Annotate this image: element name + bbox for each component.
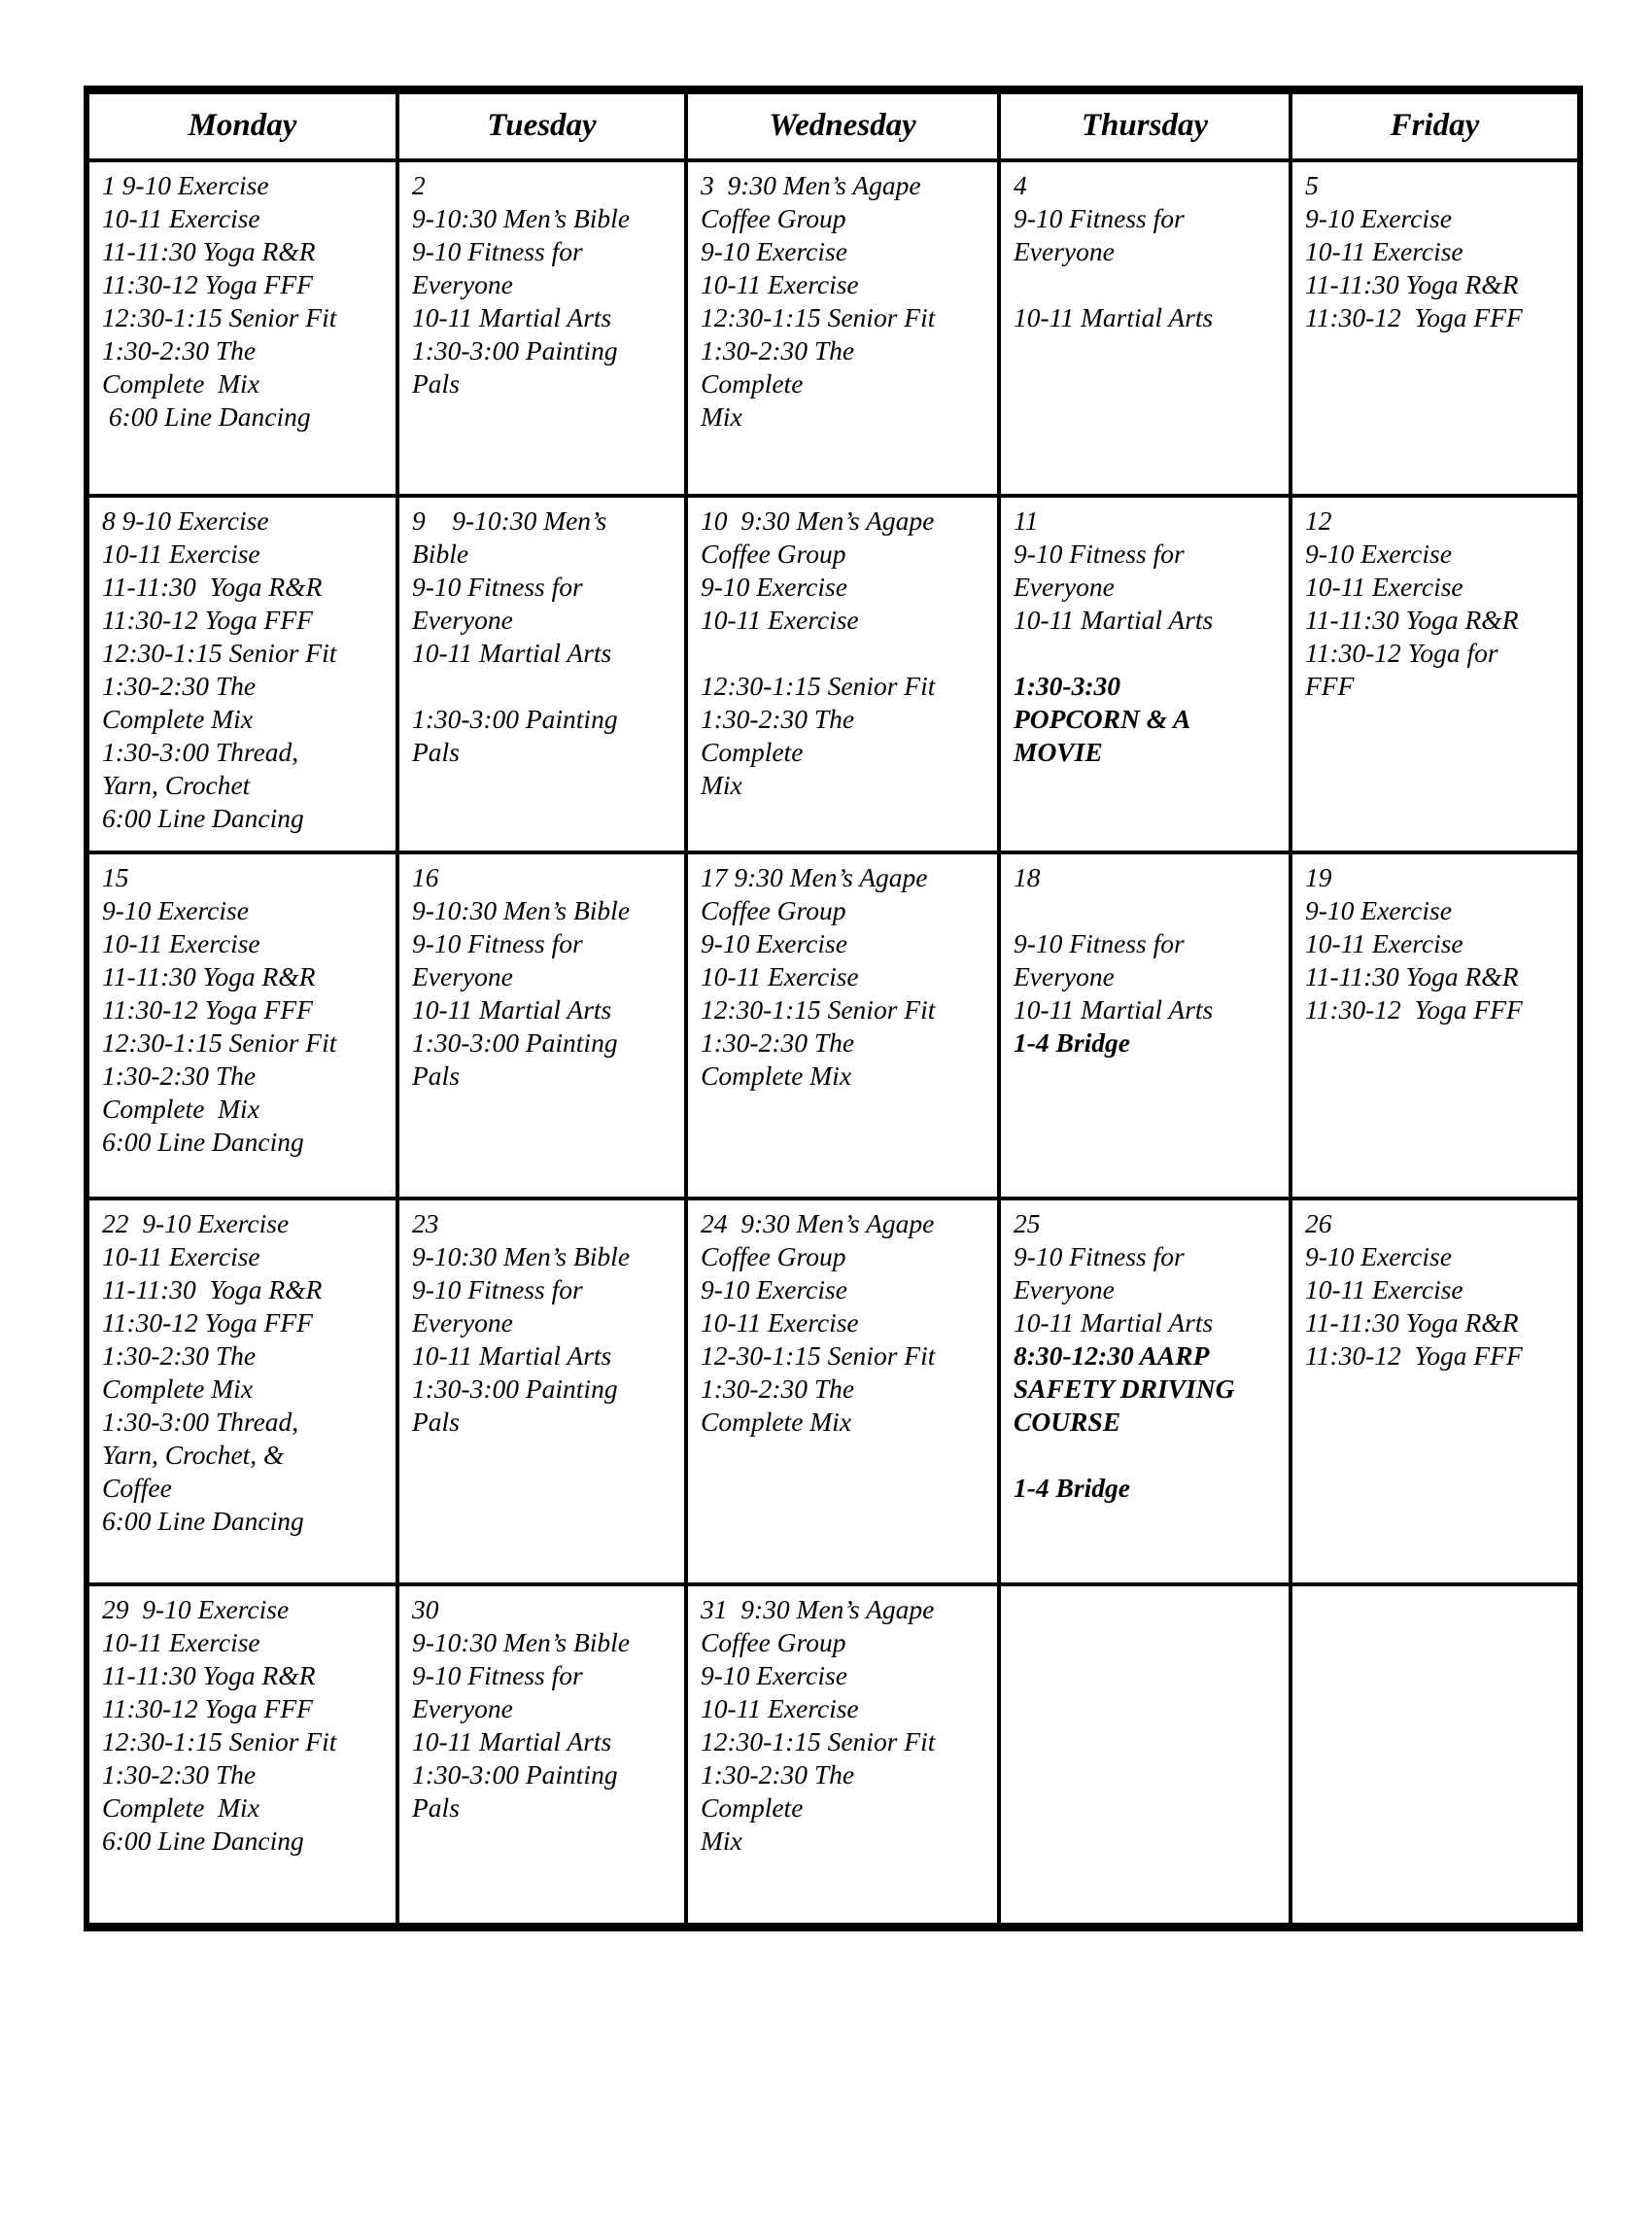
event-line bbox=[412, 670, 676, 703]
cell-week4-friday bbox=[1291, 1199, 1580, 1584]
weekday-header-friday: Friday bbox=[1291, 90, 1580, 160]
event-line bbox=[701, 637, 989, 670]
event-line: 10-11 Exercise bbox=[102, 538, 260, 569]
event-line: 9-10:30 Men’s Bible bbox=[412, 1626, 631, 1657]
event-line: 11-11:30 Yoga R&R bbox=[1305, 1306, 1519, 1338]
event-line: 1:30-3:00 Painting bbox=[412, 1026, 618, 1058]
weekday-header-monday: Monday bbox=[86, 90, 397, 160]
event-line: 11:30-12 Yoga FFF bbox=[102, 268, 313, 299]
event-line: 9-10 Exercise bbox=[1305, 538, 1452, 569]
event-line: Pals bbox=[412, 736, 460, 767]
event-line: 6:00 Line Dancing bbox=[102, 400, 311, 432]
event-line: 9 9-10:30 Men’s bbox=[412, 504, 607, 536]
event-line: 29 9-10 Exercise bbox=[102, 1593, 290, 1624]
event-line: Coffee bbox=[102, 1472, 172, 1503]
event-line: Everyone bbox=[412, 604, 513, 635]
event-line: 10-11 Martial Arts bbox=[412, 301, 612, 332]
event-line: 1:30-2:30 The bbox=[102, 1060, 257, 1091]
cell-week4-tuesday bbox=[397, 1199, 686, 1584]
event-line: 1:30-3:00 Thread, bbox=[102, 736, 299, 767]
event-line: 23 bbox=[412, 1207, 439, 1238]
event-line: 10 9:30 Men’s Agape bbox=[701, 504, 935, 536]
event-line: 11-11:30 Yoga R&R bbox=[102, 235, 316, 266]
event-line: Bible bbox=[412, 538, 469, 569]
event-line: 9-10 Exercise bbox=[701, 571, 847, 602]
cell-week1-monday bbox=[86, 160, 397, 496]
event-line: 1:30-2:30 The bbox=[701, 1026, 855, 1058]
event-line: Complete bbox=[701, 1791, 804, 1823]
event-line: 1:30-3:00 Painting bbox=[412, 1758, 618, 1790]
event-line: 11-11:30 Yoga R&R bbox=[102, 1659, 316, 1690]
event-line: 9-10 Exercise bbox=[701, 1659, 847, 1690]
event-line: 3 9:30 Men’s Agape bbox=[701, 169, 921, 200]
event-line: SAFETY DRIVING bbox=[1014, 1373, 1235, 1404]
weekday-header-tuesday: Tuesday bbox=[397, 90, 686, 160]
event-line: 9-10:30 Men’s Bible bbox=[412, 1240, 631, 1271]
event-line: 11:30-12 Yoga FFF bbox=[1305, 301, 1523, 332]
event-line: 15 bbox=[102, 861, 129, 892]
weekday-header-thursday: Thursday bbox=[999, 90, 1291, 160]
event-line: 17 9:30 Men’s Agape bbox=[701, 861, 928, 892]
event-line: Everyone bbox=[412, 1306, 513, 1338]
event-line: Pals bbox=[412, 1791, 460, 1823]
event-line: 26 bbox=[1305, 1207, 1332, 1238]
event-line: 1:30-2:30 The bbox=[102, 670, 257, 701]
event-line: 9-10 Fitness for bbox=[412, 571, 583, 602]
event-line: 9-10 Fitness for bbox=[412, 235, 583, 266]
event-line: 11:30-12 Yoga FFF bbox=[102, 1306, 313, 1338]
event-line: 1:30-2:30 The bbox=[102, 334, 257, 365]
event-line bbox=[1014, 1439, 1281, 1472]
cell-week2-friday bbox=[1291, 496, 1580, 852]
cell-week2-thursday bbox=[999, 496, 1291, 852]
event-line: 9-10 Exercise bbox=[1305, 202, 1452, 233]
event-line: 6:00 Line Dancing bbox=[102, 1126, 304, 1157]
event-line: 12:30-1:15 Senior Fit bbox=[701, 1725, 936, 1756]
cell-week3-tuesday bbox=[397, 852, 686, 1199]
event-line: 1-4 Bridge bbox=[1014, 1472, 1130, 1503]
event-line: 12-30-1:15 Senior Fit bbox=[701, 1339, 936, 1371]
week-2-row bbox=[86, 496, 1580, 852]
event-line: 1-4 Bridge bbox=[1014, 1026, 1130, 1058]
event-line: 11-11:30 Yoga R&R bbox=[1305, 268, 1519, 299]
event-line: 9-10 Exercise bbox=[701, 235, 847, 266]
event-line: 12:30-1:15 Senior Fit bbox=[701, 993, 936, 1025]
event-line: 11 bbox=[1014, 504, 1039, 536]
event-line: 1 9-10 Exercise bbox=[102, 169, 269, 200]
event-line: Complete Mix bbox=[102, 1373, 254, 1404]
activity-calendar bbox=[84, 86, 1583, 1931]
event-line: 9-10 Exercise bbox=[1305, 894, 1452, 925]
event-line: 9-10 Fitness for bbox=[412, 1273, 583, 1304]
cell-week4-wednesday bbox=[686, 1199, 999, 1584]
event-line: Yarn, Crochet bbox=[102, 769, 251, 800]
event-line: 12:30-1:15 Senior Fit bbox=[701, 670, 936, 701]
event-line: Complete bbox=[701, 736, 804, 767]
event-line: 11-11:30 Yoga R&R bbox=[1305, 604, 1519, 635]
event-line: 11-11:30 Yoga R&R bbox=[1305, 960, 1519, 991]
event-line: Pals bbox=[412, 1406, 460, 1437]
event-line: 1:30-3:00 Painting bbox=[412, 334, 618, 365]
cell-week5-wednesday bbox=[686, 1584, 999, 1928]
event-line: 10-11 Exercise bbox=[1305, 235, 1463, 266]
event-line: Everyone bbox=[412, 268, 513, 299]
event-line: 1:30-2:30 The bbox=[701, 703, 855, 734]
event-line: 10-11 Exercise bbox=[102, 1626, 260, 1657]
event-line: 10-11 Exercise bbox=[102, 202, 260, 233]
week-3-row bbox=[86, 852, 1580, 1199]
event-line: 12:30-1:15 Senior Fit bbox=[102, 1026, 337, 1058]
event-line: 1:30-2:30 The bbox=[701, 1373, 855, 1404]
event-line: Complete Mix bbox=[102, 1791, 259, 1823]
event-line: 6:00 Line Dancing bbox=[102, 1824, 304, 1856]
event-line: 10-11 Exercise bbox=[102, 927, 260, 958]
event-line: 4 bbox=[1014, 169, 1027, 200]
event-line: 1:30-2:30 The bbox=[102, 1339, 257, 1371]
cell-week3-thursday bbox=[999, 852, 1291, 1199]
event-line: 9-10 Exercise bbox=[701, 927, 847, 958]
event-line: 10-11 Exercise bbox=[1305, 1273, 1463, 1304]
event-line: 11:30-12 Yoga FFF bbox=[102, 1692, 313, 1723]
event-line: 18 bbox=[1014, 861, 1041, 892]
event-line: 6:00 Line Dancing bbox=[102, 802, 304, 833]
event-line: 22 9-10 Exercise bbox=[102, 1207, 290, 1238]
event-line: 8:30-12:30 AARP bbox=[1014, 1339, 1210, 1371]
week-5-row bbox=[86, 1584, 1580, 1928]
event-line: 10-11 Martial Arts bbox=[1014, 993, 1214, 1025]
event-line: 10-11 Exercise bbox=[1305, 571, 1463, 602]
event-line bbox=[1014, 268, 1281, 301]
cell-week2-tuesday bbox=[397, 496, 686, 852]
event-line: Yarn, Crochet, & bbox=[102, 1439, 285, 1470]
event-line: Everyone bbox=[1014, 1273, 1115, 1304]
cell-week1-friday bbox=[1291, 160, 1580, 496]
event-line: Coffee Group bbox=[701, 202, 846, 233]
event-line: 10-11 Martial Arts bbox=[1014, 301, 1214, 332]
event-line: Complete Mix bbox=[701, 1406, 852, 1437]
event-line: Complete Mix bbox=[102, 703, 254, 734]
event-line: 10-11 Exercise bbox=[1305, 927, 1463, 958]
event-line: Coffee Group bbox=[701, 1240, 846, 1271]
event-line: 10-11 Exercise bbox=[701, 604, 859, 635]
event-line: 9-10 Exercise bbox=[102, 894, 249, 925]
event-line: Complete bbox=[701, 367, 804, 399]
event-line: 1:30-3:00 Thread, bbox=[102, 1406, 299, 1437]
cell-week3-friday bbox=[1291, 852, 1580, 1199]
event-line: 12:30-1:15 Senior Fit bbox=[102, 1725, 337, 1756]
event-line: POPCORN & A bbox=[1014, 703, 1191, 734]
cell-week5-tuesday bbox=[397, 1584, 686, 1928]
event-line: 6:00 Line Dancing bbox=[102, 1505, 304, 1536]
event-line: 12:30-1:15 Senior Fit bbox=[102, 301, 337, 332]
event-line: 10-11 Exercise bbox=[701, 1692, 859, 1723]
cell-week4-thursday bbox=[999, 1199, 1291, 1584]
event-line: Coffee Group bbox=[701, 538, 846, 569]
event-line: 9-10 Fitness for bbox=[412, 927, 583, 958]
cell-week4-monday bbox=[86, 1199, 397, 1584]
event-line: 11-11:30 Yoga R&R bbox=[102, 571, 323, 602]
event-line: MOVIE bbox=[1014, 736, 1103, 767]
event-line bbox=[1014, 637, 1281, 670]
event-line: COURSE bbox=[1014, 1406, 1121, 1437]
event-line: 1:30-3:30 bbox=[1014, 670, 1120, 701]
event-line: 10-11 Martial Arts bbox=[1014, 604, 1214, 635]
event-line: Complete Mix bbox=[102, 1093, 259, 1124]
event-line: Everyone bbox=[1014, 960, 1115, 991]
event-line: 5 bbox=[1305, 169, 1319, 200]
event-line: Complete Mix bbox=[701, 1060, 852, 1091]
event-line: Mix bbox=[701, 1824, 742, 1856]
event-line: FFF bbox=[1305, 670, 1355, 701]
event-line: 1:30-3:00 Painting bbox=[412, 1373, 618, 1404]
event-line: 11:30-12 Yoga FFF bbox=[1305, 993, 1523, 1025]
event-line: 31 9:30 Men’s Agape bbox=[701, 1593, 935, 1624]
event-line: 9-10 Exercise bbox=[701, 1273, 847, 1304]
event-line: 9-10:30 Men’s Bible bbox=[412, 894, 631, 925]
event-line: Everyone bbox=[412, 960, 513, 991]
week-4-row bbox=[86, 1199, 1580, 1584]
event-line: Coffee Group bbox=[701, 894, 846, 925]
cell-week5-thursday bbox=[999, 1584, 1291, 1928]
event-line: 24 9:30 Men’s Agape bbox=[701, 1207, 935, 1238]
event-line: 11:30-12 Yoga FFF bbox=[102, 604, 313, 635]
event-line: Mix bbox=[701, 400, 742, 432]
event-line: 11:30-12 Yoga FFF bbox=[1305, 1339, 1523, 1371]
weekday-header-row bbox=[86, 90, 1580, 160]
event-line: 25 bbox=[1014, 1207, 1041, 1238]
calendar-body bbox=[86, 160, 1580, 1928]
event-line: 9-10 Fitness for bbox=[1014, 202, 1185, 233]
cell-week5-monday bbox=[86, 1584, 397, 1928]
cell-week5-friday bbox=[1291, 1584, 1580, 1928]
event-line: 1:30-2:30 The bbox=[701, 1758, 855, 1790]
event-line: Everyone bbox=[1014, 571, 1115, 602]
event-line: 10-11 Martial Arts bbox=[412, 637, 612, 668]
event-line: 10-11 Exercise bbox=[701, 960, 859, 991]
event-line: 11-11:30 Yoga R&R bbox=[102, 1273, 323, 1304]
event-line: 10-11 Martial Arts bbox=[412, 1339, 612, 1371]
cell-week1-wednesday bbox=[686, 160, 999, 496]
event-line: 9-10 Fitness for bbox=[1014, 1240, 1185, 1271]
event-line: 12:30-1:15 Senior Fit bbox=[701, 301, 936, 332]
event-line: 19 bbox=[1305, 861, 1332, 892]
event-line: 16 bbox=[412, 861, 439, 892]
event-line: 11:30-12 Yoga for bbox=[1305, 637, 1498, 668]
event-line: Coffee Group bbox=[701, 1626, 846, 1657]
event-line: 8 9-10 Exercise bbox=[102, 504, 269, 536]
event-line: 1:30-3:00 Painting bbox=[412, 703, 618, 734]
event-line: Mix bbox=[701, 769, 742, 800]
event-line: 12:30-1:15 Senior Fit bbox=[102, 637, 337, 668]
event-line: 10-11 Exercise bbox=[701, 1306, 859, 1338]
event-line: Pals bbox=[412, 1060, 460, 1091]
event-line: 9-10 Fitness for bbox=[412, 1659, 583, 1690]
event-line: 10-11 Martial Arts bbox=[412, 993, 612, 1025]
event-line: 11-11:30 Yoga R&R bbox=[102, 960, 316, 991]
event-line: Everyone bbox=[1014, 235, 1115, 266]
event-line: 2 bbox=[412, 169, 426, 200]
event-line: 10-11 Exercise bbox=[701, 268, 859, 299]
event-line: 10-11 Martial Arts bbox=[1014, 1306, 1214, 1338]
week-1-row bbox=[86, 160, 1580, 496]
event-line: 10-11 Martial Arts bbox=[412, 1725, 612, 1756]
event-line: Complete Mix bbox=[102, 367, 259, 399]
cell-week3-monday bbox=[86, 852, 397, 1199]
event-line: 9-10 Fitness for bbox=[1014, 538, 1185, 569]
event-line: 9-10:30 Men’s Bible bbox=[412, 202, 631, 233]
cell-week1-thursday bbox=[999, 160, 1291, 496]
weekday-header-wednesday: Wednesday bbox=[686, 90, 999, 160]
cell-week2-monday bbox=[86, 496, 397, 852]
event-line: 1:30-2:30 The bbox=[701, 334, 855, 365]
event-line: 9-10 Fitness for bbox=[1014, 927, 1185, 958]
event-line: Pals bbox=[412, 367, 460, 399]
cell-week3-wednesday bbox=[686, 852, 999, 1199]
event-line: Everyone bbox=[412, 1692, 513, 1723]
event-line: 1:30-2:30 The bbox=[102, 1758, 257, 1790]
event-line: 10-11 Exercise bbox=[102, 1240, 260, 1271]
cell-week1-tuesday bbox=[397, 160, 686, 496]
event-line bbox=[1014, 894, 1281, 927]
event-line: 30 bbox=[412, 1593, 439, 1624]
cell-week2-wednesday bbox=[686, 496, 999, 852]
event-line: 12 bbox=[1305, 504, 1332, 536]
event-line: 11:30-12 Yoga FFF bbox=[102, 993, 313, 1025]
event-line: 9-10 Exercise bbox=[1305, 1240, 1452, 1271]
